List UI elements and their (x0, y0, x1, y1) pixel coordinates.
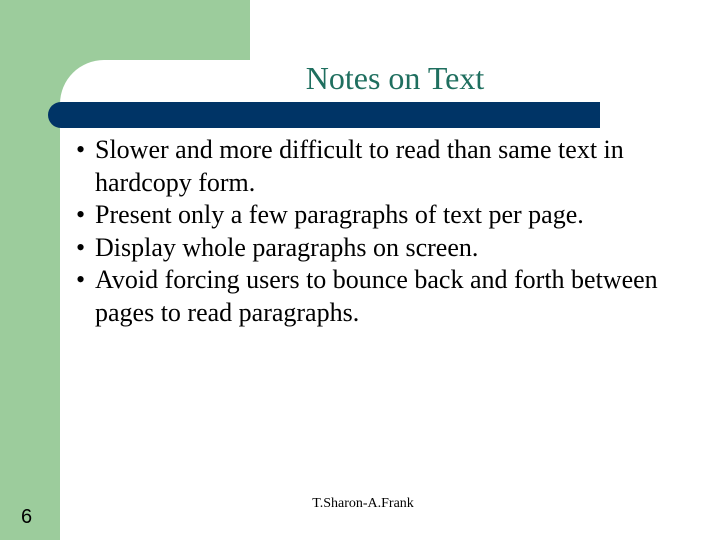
footer-author: T.Sharon-A.Frank (312, 496, 414, 511)
bullet-item (76, 264, 706, 329)
bullet-text: Present only a few paragraphs of text per page. (95, 200, 584, 229)
bullet-item (76, 199, 706, 232)
page-number: 6 (21, 506, 33, 528)
slide-title: Notes on Text (305, 60, 485, 96)
bullet-item (76, 134, 706, 199)
bullet-dot-icon: • (76, 265, 86, 294)
bullet-text: Slower and more difficult to read than same text in hardcopy form. (95, 135, 624, 197)
bullet-item (76, 232, 706, 265)
bullet-dot-icon: • (76, 200, 86, 229)
bullet-list (76, 134, 706, 329)
bullet-text: Avoid forcing users to bounce back and forth between pages to read paragraphs. (95, 265, 658, 327)
title-underline-bar (48, 102, 600, 128)
bullet-text: Display whole paragraphs on screen. (95, 232, 479, 262)
decorative-rounded-corner (60, 60, 260, 140)
decorative-green-strip (0, 0, 60, 540)
bullet-dot-icon: • (76, 135, 86, 164)
bullet-dot-icon: • (76, 232, 86, 262)
